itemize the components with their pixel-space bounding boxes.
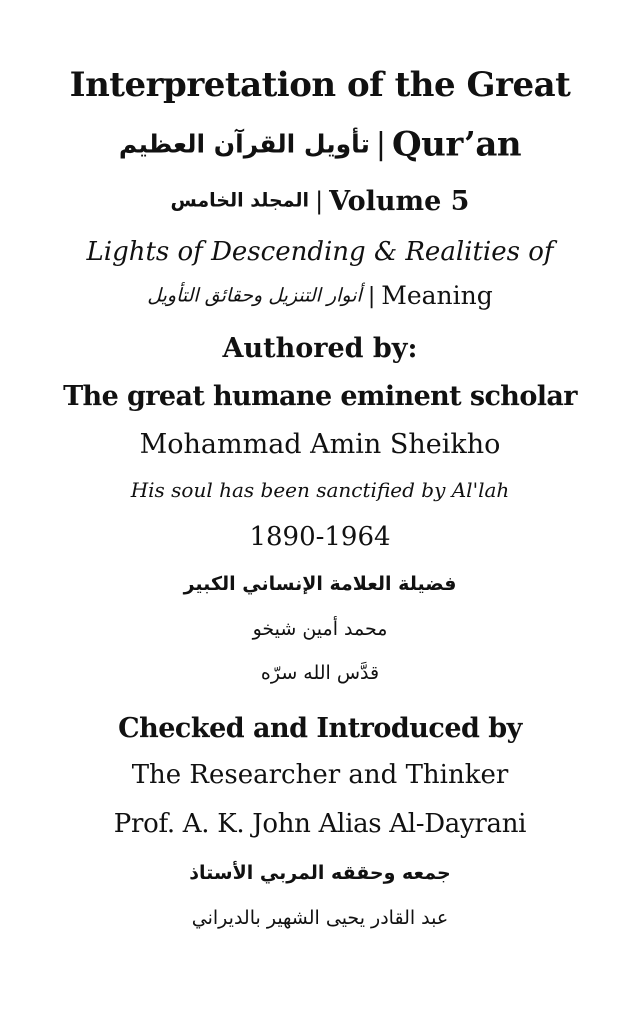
title-separator: | (375, 126, 387, 162)
subtitle-english-end: Meaning (381, 281, 493, 310)
author-honorific-arabic: فضيلة العلامة الإنساني الكبير (183, 573, 457, 595)
editor-role-arabic: جمعه وحققه المربي الأستاذ (189, 862, 451, 884)
author-blessing-arabic: قدَّس الله سرّه (260, 662, 380, 684)
editor-role: The Researcher and Thinker (131, 760, 509, 790)
author-name-arabic: محمد أمين شيخو (252, 618, 388, 640)
author-honorific: The great humane eminent scholar (63, 381, 577, 412)
volume-arabic: المجلد الخامس (170, 189, 310, 212)
editor-name-arabic: عبد القادر يحيى الشهير بالديراني (191, 907, 449, 929)
subtitle-line-2 (0, 282, 640, 311)
volume-line (0, 186, 640, 217)
author-blessing: His soul has been sanctified by Al'lah (130, 478, 510, 502)
subtitle-line-1: Lights of Descending & Realities of (86, 237, 554, 267)
authored-by-heading: Authored by: (222, 333, 418, 364)
author-years: 1890-1964 (249, 522, 391, 552)
author-name: Mohammad Amin Sheikho (139, 429, 501, 460)
checked-by-heading: Checked and Introduced by (118, 713, 522, 744)
volume-separator: | (315, 186, 324, 215)
subtitle-separator: | (367, 283, 376, 309)
volume-english: Volume 5 (329, 186, 470, 217)
book-title-line-2 (0, 124, 640, 165)
book-title-arabic: تأويل القرآن العظيم (118, 129, 370, 159)
book-title-english-end: Qur’an (392, 124, 522, 165)
subtitle-arabic: أنوار التنزيل وحقائق التأويل (147, 284, 362, 307)
editor-name: Prof. A. K. John Alias Al-Dayrani (113, 809, 527, 839)
book-title-line-1: Interpretation of the Great (69, 65, 571, 105)
